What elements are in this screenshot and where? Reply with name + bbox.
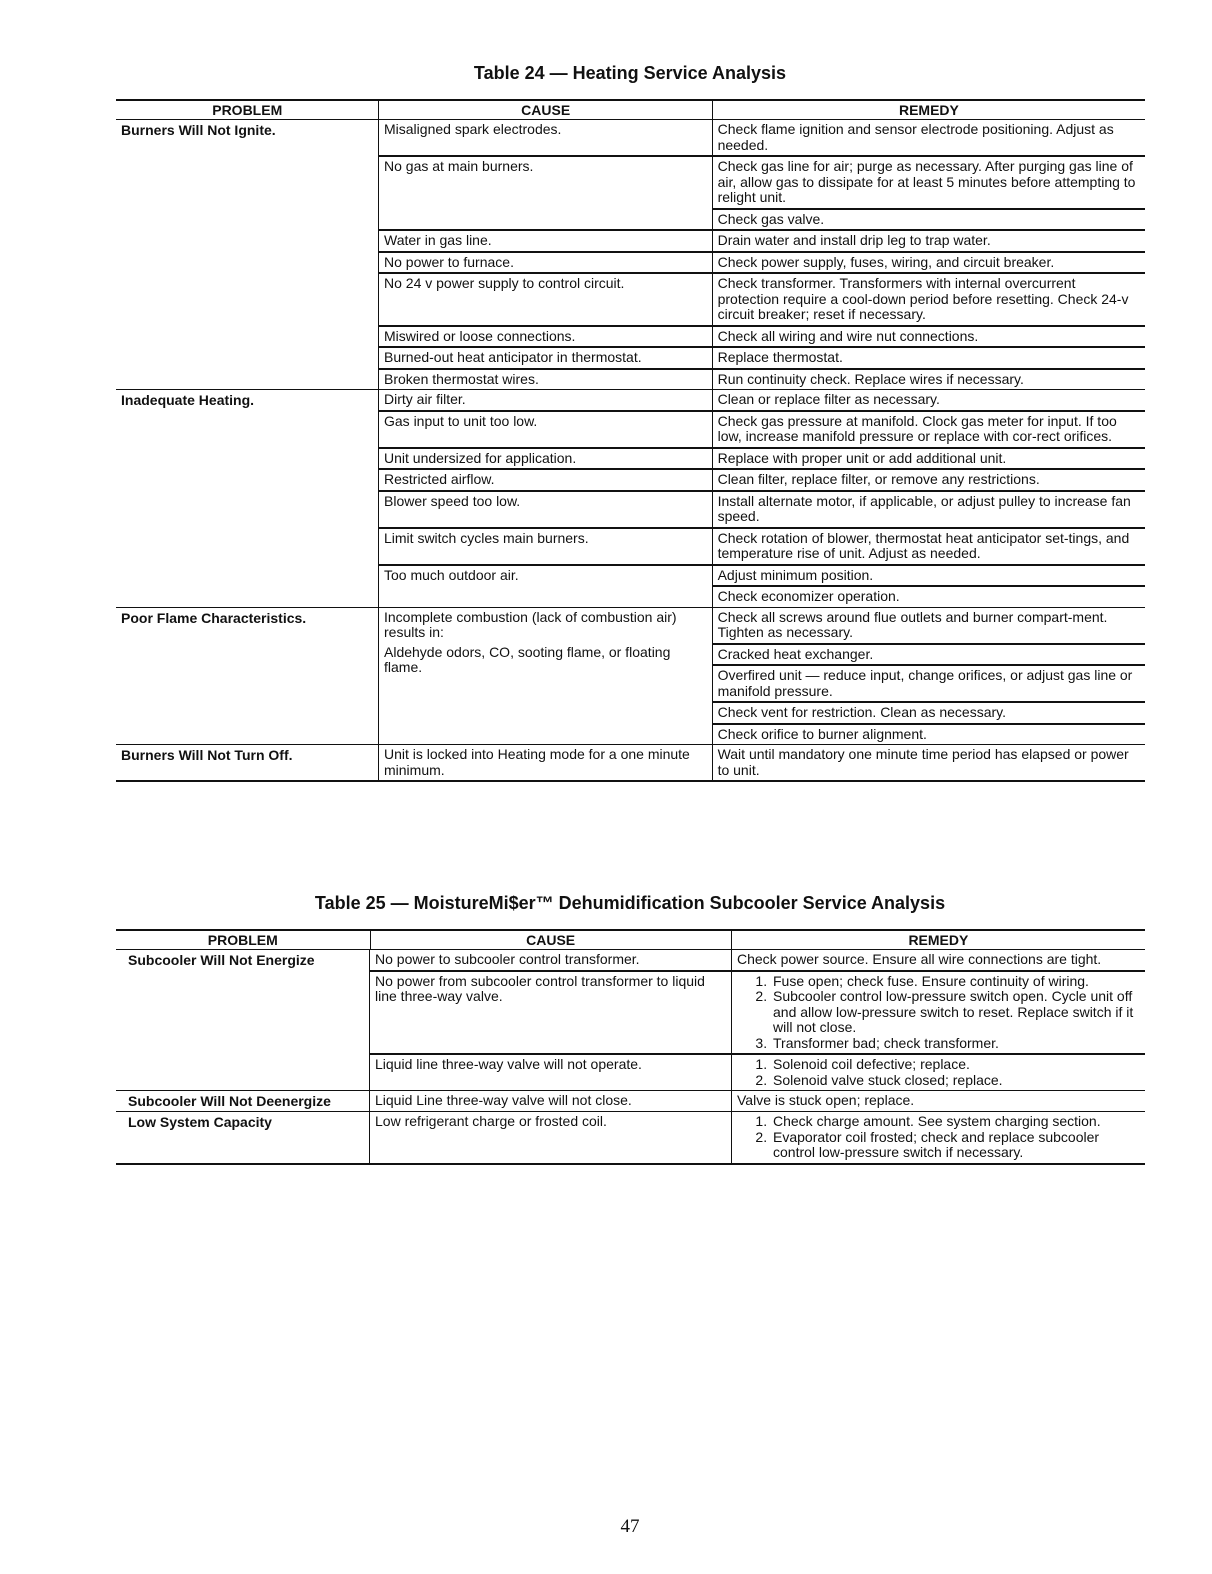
table-row xyxy=(379,155,1145,229)
header-remedy: REMEDY xyxy=(712,101,1145,119)
remedy-cell xyxy=(731,972,1145,1054)
problem-cell: Poor Flame Characteristics. xyxy=(121,609,307,626)
cause-text: Blower speed too low. xyxy=(384,492,521,509)
cause-text: Unit is locked into Heating mode for a one minute minimum. xyxy=(384,746,690,778)
problem-cell: Burners Will Not Ignite. xyxy=(121,122,276,138)
remedy-steps xyxy=(737,1057,1140,1088)
table-header xyxy=(116,931,1145,950)
remedy-cell: Replace thermostat. xyxy=(717,349,843,365)
remedy-steps xyxy=(737,1114,1140,1161)
cause-cell: Liquid Line three-way valve will not close. xyxy=(375,1092,632,1108)
problem-group xyxy=(116,389,1145,607)
remedy-cell xyxy=(731,950,1145,970)
cause-cell xyxy=(379,327,712,347)
table-row xyxy=(379,468,1145,490)
cause-text: Burned-out heat anticipator in thermostat. xyxy=(384,349,642,365)
remedy-text: Check power source. Ensure all wire connections are tight. xyxy=(737,951,1102,967)
remedy-cell: Adjust minimum position. xyxy=(717,566,874,583)
remedy-column xyxy=(712,566,1145,607)
remedy-cell: Drain water and install drip leg to trap water. xyxy=(717,232,991,248)
cause-remedy-block xyxy=(369,1112,1145,1163)
remedy-column xyxy=(712,470,1145,490)
remedy-column xyxy=(712,449,1145,469)
cause-cell xyxy=(379,390,712,410)
table-row xyxy=(370,970,1145,1054)
remedy-column xyxy=(712,370,1145,390)
cause-text: Gas input to unit too low. xyxy=(384,412,538,429)
remedy-cell xyxy=(731,1091,1145,1111)
remedy-column xyxy=(712,274,1145,325)
remedy-cell: Clean filter, replace filter, or remove any restrictions. xyxy=(717,471,1040,487)
remedy-cell: Clean or replace filter as necessary. xyxy=(717,391,940,407)
cause-remedy-block xyxy=(369,950,1145,1090)
remedy-cell: Check gas line for air; purge as necessary. After purging gas line of air, allow gas to dissipate for at least 5 minutes before attempting to relight unit. xyxy=(717,158,1136,205)
remedy-step: 1. Check charge amount. See system charging section. xyxy=(771,1114,1140,1130)
table-row xyxy=(379,745,1145,780)
header-cause: CAUSE xyxy=(378,101,711,119)
remedy-column xyxy=(712,327,1145,347)
table-row xyxy=(379,346,1145,368)
cause-text: Dirty air filter. xyxy=(384,391,466,407)
remedy-cell: Check all wiring and wire nut connections. xyxy=(717,327,979,344)
table-24 xyxy=(116,99,1145,782)
table-row xyxy=(379,447,1145,469)
table-row xyxy=(379,527,1145,564)
header-remedy: REMEDY xyxy=(731,931,1145,949)
table-24-title: Table 24 — Heating Service Analysis xyxy=(473,63,787,83)
cause-cell xyxy=(379,566,712,607)
table-row xyxy=(370,1053,1145,1090)
remedy-cell xyxy=(731,1112,1145,1163)
cause-cell xyxy=(379,253,712,273)
remedy-cell xyxy=(731,1055,1145,1090)
remedy-cell: Run continuity check. Replace wires if necessary. xyxy=(717,370,1024,387)
table-body xyxy=(116,950,1145,1163)
remedy-step: 3. Transformer bad; check transformer. xyxy=(771,1036,1140,1052)
cause-cell xyxy=(379,529,712,564)
table-row xyxy=(379,410,1145,447)
table-row xyxy=(379,120,1145,155)
remedy-step: 2. Evaporator coil frosted; check and replace subcooler control low-pressure switch if necessary. xyxy=(771,1130,1140,1161)
remedy-column xyxy=(712,608,1145,745)
cause-cell xyxy=(379,231,712,251)
cause-cell xyxy=(379,745,712,780)
remedy-column xyxy=(712,745,1145,780)
remedy-cell: Check vent for restriction. Clean as necessary. xyxy=(713,701,1145,723)
remedy-cell: Check economizer operation. xyxy=(713,585,1145,607)
problem-cell: Burners Will Not Turn Off. xyxy=(121,747,293,763)
cause-text: No power to furnace. xyxy=(384,253,514,270)
cause-text: No 24 v power supply to control circuit. xyxy=(384,275,625,291)
cause-cell xyxy=(379,120,712,155)
cause-text: No gas at main burners. xyxy=(384,158,534,174)
problem-group xyxy=(116,744,1145,780)
table-body xyxy=(116,120,1145,780)
remedy-column xyxy=(712,492,1145,527)
cause-cell xyxy=(379,449,712,469)
cause-text: Aldehyde odors, CO, sooting flame, or floating flame. xyxy=(384,643,671,675)
table-row xyxy=(379,325,1145,347)
remedy-cell: Wait until mandatory one minute time period has elapsed or power to unit. xyxy=(717,746,1129,778)
remedy-step: 2. Subcooler control low-pressure switch open. Cycle unit off and allow low-pressure switch to reset. Replace switch if it will not close. xyxy=(771,989,1140,1036)
cause-cell xyxy=(379,608,712,745)
cause-remedy-block xyxy=(378,745,1145,780)
remedy-column xyxy=(712,348,1145,368)
cause-remedy-block xyxy=(378,608,1145,745)
cause-cell: Liquid line three-way valve will not operate. xyxy=(375,1056,642,1072)
table-25 xyxy=(116,929,1145,1165)
table-row xyxy=(379,251,1145,273)
remedy-cell: Install alternate motor, if applicable, or adjust pulley to increase fan speed. xyxy=(717,492,1131,524)
table-row xyxy=(370,1112,1145,1163)
remedy-cell: Check all screws around flue outlets and burner compart-ment. Tighten as necessary. xyxy=(717,608,1108,640)
cause-cell: No power from subcooler control transformer to liquid line three-way valve. xyxy=(375,972,705,1004)
table-row xyxy=(379,390,1145,410)
cause-cell xyxy=(379,370,712,390)
cause-cell xyxy=(379,157,712,229)
cause-text: Water in gas line. xyxy=(384,232,492,248)
remedy-cell: Overfired unit — reduce input, change orifices, or adjust gas line or manifold pressure. xyxy=(713,664,1145,701)
remedy-cell: Replace with proper unit or add additional unit. xyxy=(717,449,1007,466)
remedy-cell: Check rotation of blower, thermostat heat anticipator set-tings, and temperature rise of unit. Adjust as needed. xyxy=(717,529,1130,561)
cause-text: Limit switch cycles main burners. xyxy=(384,529,589,546)
problem-group xyxy=(116,1090,1145,1111)
cause-text: Unit undersized for application. xyxy=(384,449,577,466)
remedy-cell: Check flame ignition and sensor electrode positioning. Adjust as needed. xyxy=(717,121,1114,153)
header-problem: PROBLEM xyxy=(207,932,278,948)
cause-cell xyxy=(379,348,712,368)
table-header xyxy=(116,101,1145,120)
remedy-cell: Check power supply, fuses, wiring, and circuit breaker. xyxy=(717,253,1055,270)
page-number: 47 xyxy=(620,1516,640,1537)
table-25-title: Table 25 — MoistureMi$er™ Dehumidification Subcooler Service Analysis xyxy=(314,893,946,913)
table-row xyxy=(379,608,1145,745)
problem-group xyxy=(116,1111,1145,1163)
header-problem: PROBLEM xyxy=(212,102,283,118)
table-row xyxy=(379,272,1145,325)
header-cause: CAUSE xyxy=(370,931,731,949)
cause-remedy-block xyxy=(378,120,1145,389)
problem-cell: Subcooler Will Not Energize xyxy=(128,952,315,968)
remedy-text: Valve is stuck open; replace. xyxy=(737,1092,915,1108)
problem-cell: Subcooler Will Not Deenergize xyxy=(128,1093,331,1109)
problem-group xyxy=(116,950,1145,1090)
cause-remedy-block xyxy=(369,1091,1145,1111)
cause-cell: No power to subcooler control transformer. xyxy=(375,951,640,967)
problem-cell: Inadequate Heating. xyxy=(121,392,255,408)
remedy-column xyxy=(712,157,1145,229)
remedy-cell: Check orifice to burner alignment. xyxy=(713,723,1145,745)
cause-cell xyxy=(379,274,712,325)
table-row xyxy=(379,229,1145,251)
problem-group xyxy=(116,120,1145,389)
remedy-steps xyxy=(737,974,1140,1052)
remedy-column xyxy=(712,412,1145,447)
remedy-step: 1. Solenoid coil defective; replace. xyxy=(771,1057,1140,1073)
cause-cell xyxy=(379,492,712,527)
cause-text: Too much outdoor air. xyxy=(384,566,519,583)
cause-cell xyxy=(379,470,712,490)
remedy-column xyxy=(712,390,1145,410)
cause-text: Restricted airflow. xyxy=(384,471,495,487)
cause-text: Misaligned spark electrodes. xyxy=(384,121,562,137)
table-row xyxy=(379,490,1145,527)
table-row xyxy=(370,1091,1145,1111)
remedy-cell: Cracked heat exchanger. xyxy=(713,643,1145,665)
remedy-column xyxy=(712,120,1145,155)
table-row xyxy=(379,564,1145,607)
cause-text: Broken thermostat wires. xyxy=(384,370,539,387)
cause-text: Incomplete combustion (lack of combustion air) results in: xyxy=(384,608,677,640)
remedy-column xyxy=(712,253,1145,273)
cause-remedy-block xyxy=(378,390,1145,607)
remedy-column xyxy=(712,231,1145,251)
cause-cell xyxy=(379,412,712,447)
cause-cell: Low refrigerant charge or frosted coil. xyxy=(375,1113,607,1129)
table-row xyxy=(370,950,1145,970)
remedy-step: 2. Solenoid valve stuck closed; replace. xyxy=(771,1073,1140,1089)
remedy-step: 1. Fuse open; check fuse. Ensure continuity of wiring. xyxy=(771,974,1140,990)
remedy-cell: Check gas pressure at manifold. Clock gas meter for input. If too low, increase manifold pressure or replace with cor-rect orifices. xyxy=(717,412,1117,444)
table-row xyxy=(379,368,1145,390)
remedy-cell: Check gas valve. xyxy=(713,208,1145,230)
cause-text: Miswired or loose connections. xyxy=(384,327,576,344)
problem-cell: Low System Capacity xyxy=(128,1114,272,1130)
remedy-column xyxy=(712,529,1145,564)
problem-group xyxy=(116,607,1145,745)
remedy-cell: Check transformer. Transformers with internal overcurrent protection require a cool-down period before resetting. Check 24-v circuit breaker; reset if necessary. xyxy=(717,275,1129,322)
